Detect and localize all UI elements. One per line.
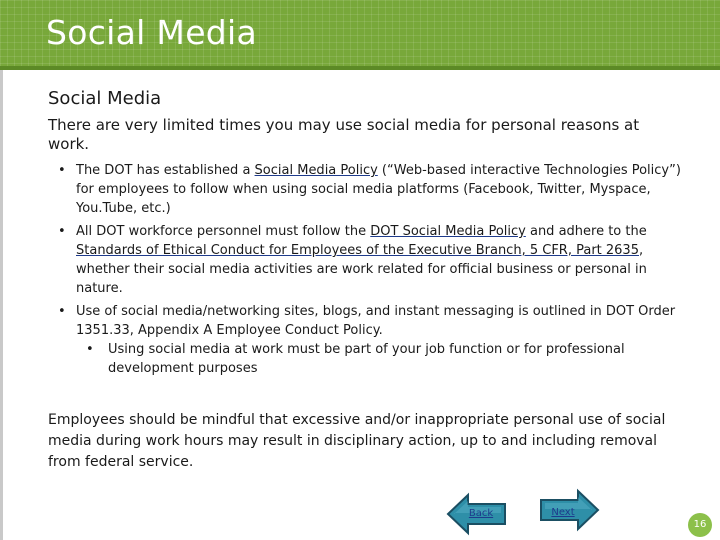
bullet-text: All DOT workforce personnel must follow the [76,224,371,239]
bullet-marker: • [86,342,94,357]
bullet-text: , whether their social media activities are work related for official business or personal in nature. [76,243,647,296]
sub-bullet-item [48,340,688,378]
bullet-marker: • [58,163,66,178]
bullet-item [48,161,688,218]
social-media-policy-link[interactable]: Social Media Policy [254,163,378,178]
slide-title: Social Media [46,13,258,52]
sub-bullet-text: Using social media at work must be part of your job function or for professional development purposes [108,342,625,376]
next-label[interactable]: Next [551,507,575,518]
left-divider [0,70,3,540]
bullet-item [48,302,688,340]
bullet-list [48,161,688,378]
bullet-text: and adhere to the [525,224,647,239]
header-band [0,0,720,70]
ethical-conduct-standards-link[interactable]: Standards of Ethical Conduct for Employees of the Executive Branch, 5 CFR, Part 2635 [76,243,639,258]
back-label[interactable]: Back [468,508,494,519]
bullet-text: (“Web-based interactive Technologies Policy”) for employees to follow when using social media platforms (Facebook, Twitter, Myspace, You.Tube, etc.) [76,163,681,216]
page-number-badge: 16 [688,513,712,537]
bullet-marker: • [58,224,66,239]
intro-paragraph: There are very limited times you may use social media for personal reasons at work. [48,116,640,153]
section-heading: Social Media [48,88,162,109]
bullet-marker: • [58,304,66,319]
back-button[interactable] [446,491,508,537]
bullet-text: Use of social media/networking sites, blogs, and instant messaging is outlined in DOT Order 1351.33, Appendix A Employee Conduct Policy. [76,304,676,338]
dot-social-media-policy-link[interactable]: DOT Social Media Policy [370,224,526,239]
closing-paragraph: Employees should be mindful that excessive and/or inappropriate personal use of social media during work hours may result in disciplinary action, up to and including removal from federal service. [48,412,666,470]
bullet-text: The DOT has established a [76,163,255,178]
bullet-item [48,222,688,298]
next-button[interactable] [538,487,600,533]
